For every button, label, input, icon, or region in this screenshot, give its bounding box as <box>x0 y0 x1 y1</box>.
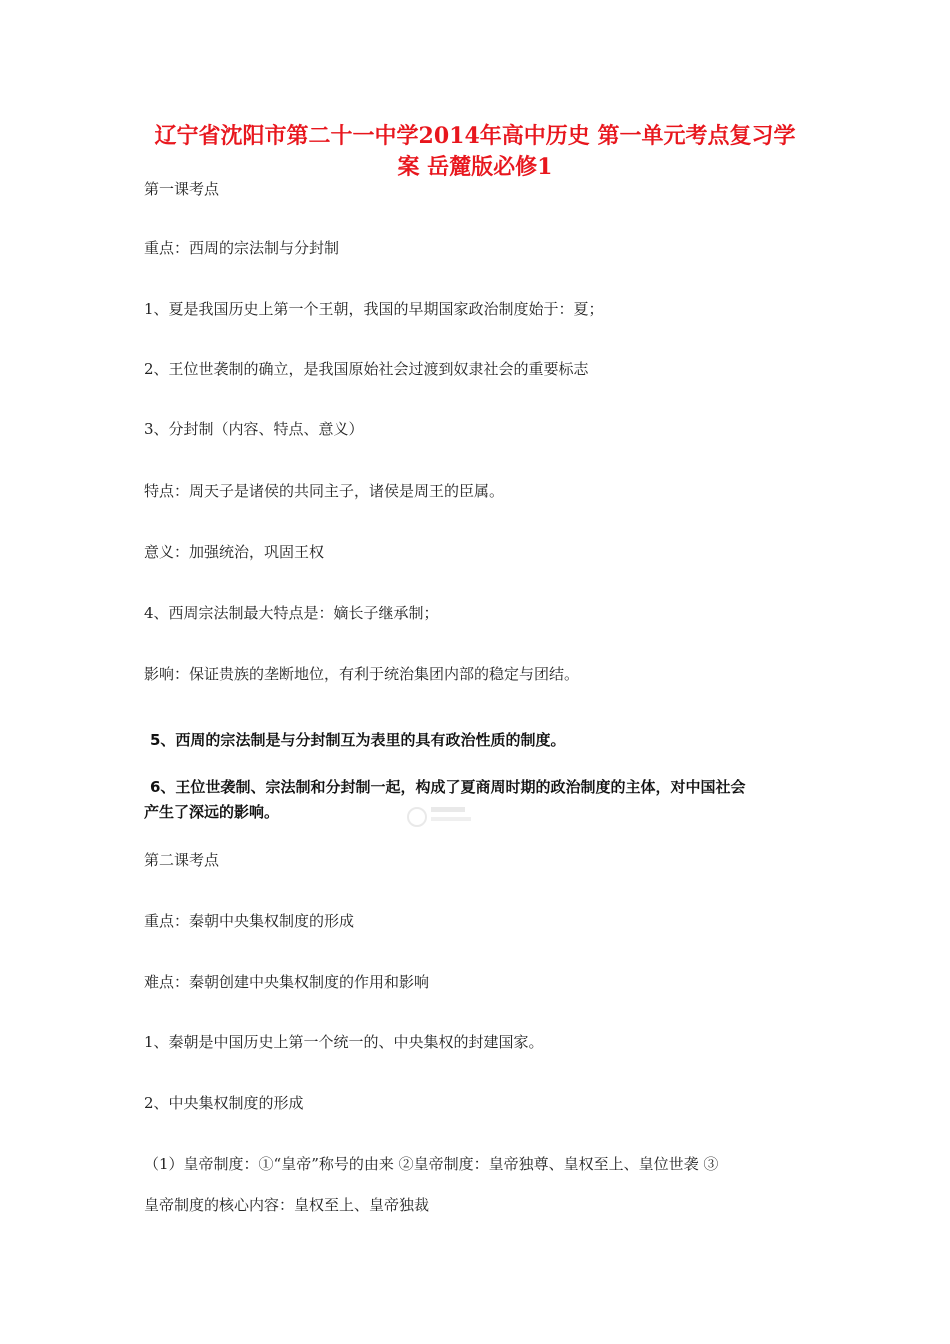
lesson-1-influence: 影响：保证贵族的垄断地位，有利于统治集团内部的稳定与团结。 <box>144 665 580 683</box>
lesson-1-heading: 第一课考点 <box>144 180 220 198</box>
lesson-2-sub-1-line-1: （1）皇帝制度：①“皇帝”称号的由来 ②皇帝制度：皇帝独尊、皇权至上、皇位世袭 ③ <box>144 1155 719 1173</box>
lesson-2-difficulty: 难点：秦朝创建中央集权制度的作用和影响 <box>144 973 430 991</box>
lesson-1-significance: 意义：加强统治，巩固王权 <box>144 543 325 561</box>
lesson-1-item-5: 5、西周的宗法制是与分封制互为表里的具有政治性质的制度。 <box>150 731 566 749</box>
lesson-1-item-3: 3、分封制（内容、特点、意义） <box>144 420 364 438</box>
lesson-1-item-1: 1、夏是我国历史上第一个王朝，我国的早期国家政治制度始于：夏； <box>144 300 604 318</box>
lesson-1-item-6-line-2: 产生了深远的影响。 <box>144 803 280 821</box>
lesson-1-item-2: 2、王位世袭制的确立，是我国原始社会过渡到奴隶社会的重要标志 <box>144 360 589 378</box>
document-title-line-1: 辽宁省沈阳市第二十一中学2014年高中历史 第一单元考点复习学 <box>154 123 796 149</box>
lesson-2-heading: 第二课考点 <box>144 851 220 869</box>
document-title-line-2: 案 岳麓版必修1 <box>397 154 553 180</box>
lesson-1-key-point: 重点：西周的宗法制与分封制 <box>144 239 340 257</box>
lesson-1-item-4: 4、西周宗法制最大特点是：嫡长子继承制； <box>144 604 439 622</box>
lesson-2-key-point: 重点：秦朝中央集权制度的形成 <box>144 912 355 930</box>
lesson-2-sub-1-line-2: 皇帝制度的核心内容：皇权至上、皇帝独裁 <box>144 1196 430 1214</box>
lesson-2-item-1: 1、秦朝是中国历史上第一个统一的、中央集权的封建国家。 <box>144 1033 544 1051</box>
lesson-1-feature: 特点：周天子是诸侯的共同主子，诸侯是周王的臣属。 <box>144 482 505 500</box>
lesson-2-item-2: 2、中央集权制度的形成 <box>144 1094 304 1112</box>
watermark-logo-icon <box>405 795 475 835</box>
lesson-1-item-6-line-1: 6、王位世袭制、宗法制和分封制一起，构成了夏商周时期的政治制度的主体，对中国社会 <box>150 778 746 796</box>
